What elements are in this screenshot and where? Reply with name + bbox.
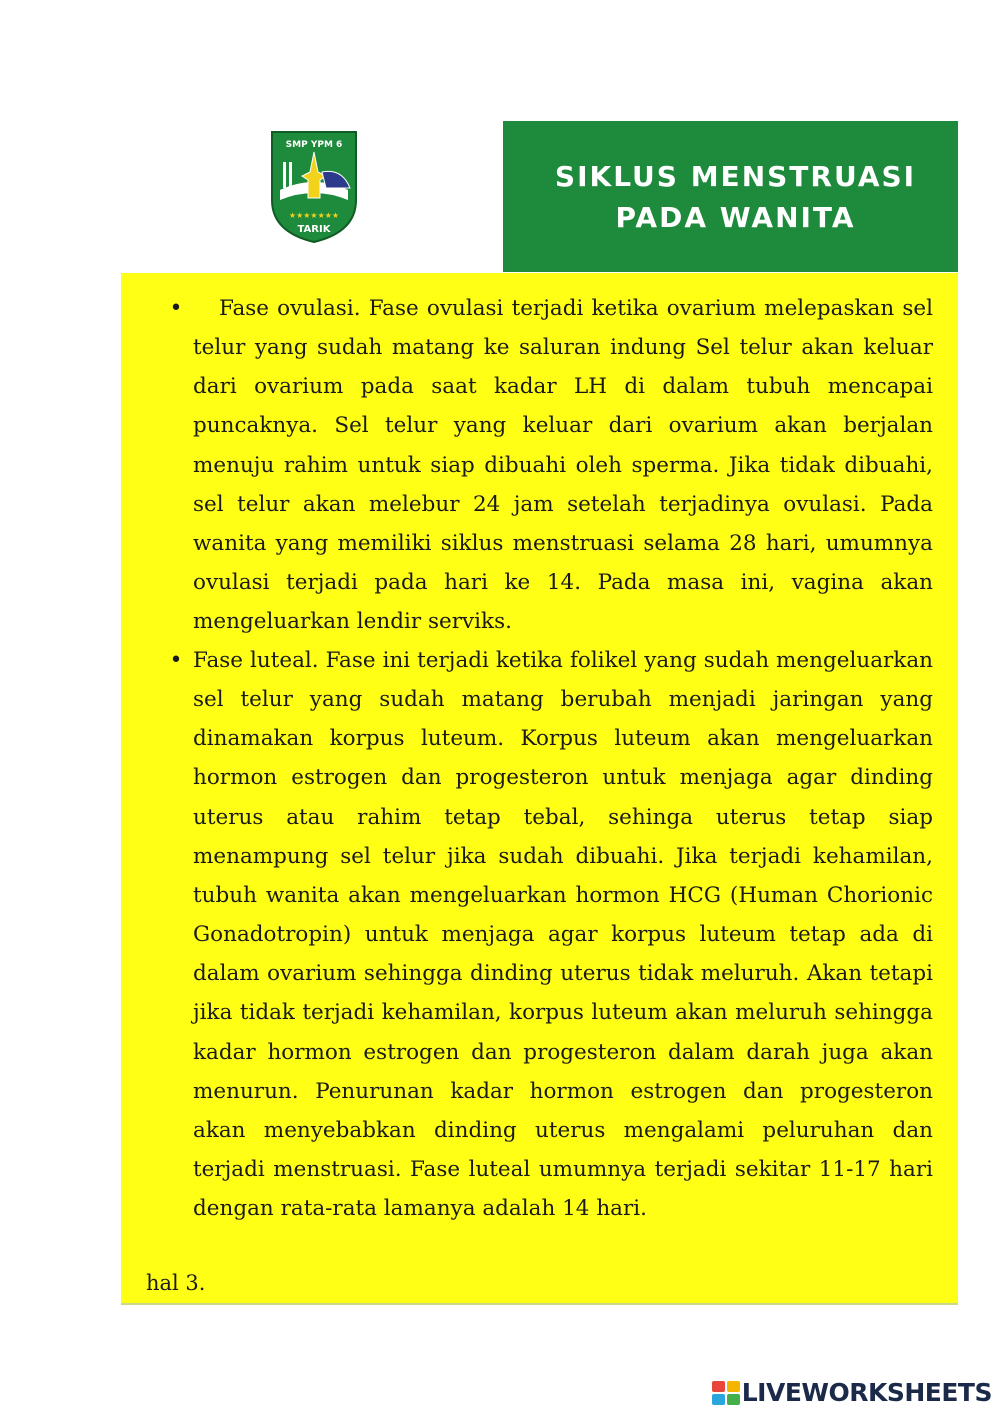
title-banner (503, 121, 958, 272)
paragraph-luteal: Fase luteal. Fase ini terjadi ketika folikel yang sudah mengeluarkan sel telur yang sudah matang berubah menjadi jaringan yang dinamakan korpus luteum. Korpus luteum akan mengeluarkan hormon estrogen dan progesteron untuk menjaga agar dinding uterus atau rahim tetap tebal, sehinga uterus tetap siap menampung sel telur jika sudah dibuahi. Jika terjadi kehamilan, tubuh wanita akan mengeluarkan hormon HCG (Human Chorionic Gonadotropin) untuk menjaga agar korpus luteum tetap ada di dalam ovarium sehingga dinding uterus tidak meluruh. Akan tetapi jika tidak terjadi kehamilan, korpus luteum akan meluruh sehingga kadar hormon estrogen dan progesteron dalam darah juga akan menurun. Penurunan kadar hormon estrogen dan progesteron akan menyebabkan dinding uterus mengalami peluruhan dan terjadi menstruasi. Fase luteal umumnya terjadi sekitar 11-17 hari dengan rata-rata lamanya adalah 14 hari. (193, 648, 933, 1222)
logo-top-text: SMP YPM 6 (285, 140, 343, 150)
paragraph-ovulation: Fase ovulasi. Fase ovulasi terjadi ketika ovarium melepaskan sel telur yang sudah matang ke saluran indung Sel telur akan keluar dari ovarium pada saat kadar LH di dalam tubuh mencapai puncaknya. Sel telur yang keluar dari ovarium akan berjalan menuju rahim untuk siap dibuahi oleh sperma. Jika tidak dibuahi, sel telur akan melebur 24 jam setelah terjadinya ovulasi. Pada wanita yang memiliki siklus menstruasi selama 28 hari, umumnya ovulasi terjadi pada hari ke 14. Pada masa ini, vagina akan mengeluarkan lendir serviks. (193, 296, 933, 635)
page-title-line-1: SIKLUS MENSTRUASI (554, 159, 917, 193)
liveworksheets-watermark (712, 1378, 992, 1407)
bullet-marker: • (169, 648, 183, 673)
school-logo (266, 128, 362, 244)
school-logo-icon (266, 128, 362, 244)
content-panel (121, 273, 958, 1305)
bullet-marker: • (169, 296, 183, 321)
liveworksheets-logo-icon (712, 1381, 740, 1405)
page-title-line-2: PADA WANITA (615, 200, 856, 234)
page-number: hal 3. (146, 1271, 206, 1295)
liveworksheets-brand: LIVEWORKSHEETS (741, 1378, 992, 1407)
logo-bottom-text: TARIK (297, 224, 331, 235)
logo-stars: ★★★★★★★ (288, 211, 340, 220)
